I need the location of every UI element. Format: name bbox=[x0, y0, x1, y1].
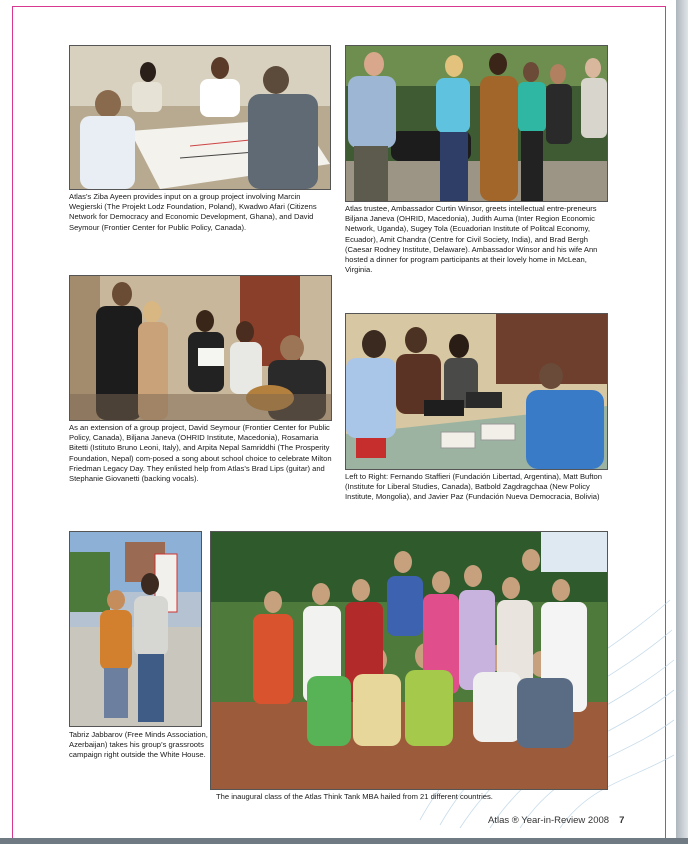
publication-title: Atlas ® Year-in-Review 2008 bbox=[488, 815, 610, 826]
caption-group-project: Atlas’s Ziba Ayeen provides input on a group project involving Marcin Wegierski (The Projekt Lodz Foundation, Poland), Kwadwo Afari (Citizens Network for Democracy and Economic Development, Ghana), and David Seymour (Frontier Center for Public Policy, Canada). bbox=[69, 192, 317, 232]
page-footer bbox=[488, 815, 624, 826]
photo-group-project-table bbox=[69, 45, 331, 190]
photo-inaugural-class bbox=[210, 531, 608, 790]
page-number: 7 bbox=[619, 815, 625, 826]
photo-panel-table bbox=[345, 313, 608, 470]
caption-ambassador-dinner: Atlas trustee, Ambassador Curtin Winsor, greets intellectual entre-preneurs Biljana Janeva (OHRID, Macedonia), Judith Auma (Inter Region Economic Network, Uganda), Sugey Tola (Ecuadorian Institute of Politcal Economy, Ecuador), Amit Chandra (Centre for Civil Society, India), and Brad Bergh (Caesar Rodney Institute, Delaware). Ambassador Winsor and his wife Ann hosted a dinner for program participants at their lovely home in McLean, Virginia. bbox=[345, 204, 598, 275]
caption-song: As an extension of a group project, David Seymour (Frontier Center for Public Policy, Canada), Biljana Janeva (OHRID Institute, Macedonia), Rosamaria Bitetti (Istituto Bruno Leoni, Italy), and Arpita Nepal Samriddhi (The Prosperity Foundation, Nepal) com-posed a song about school choice to celebrate Milton Friedman Legacy Day. They enlisted help from Atlas’s Brad Lips (guitar) and Stephanie Giovanetti (backing vocals). bbox=[69, 423, 332, 484]
photo-group-song bbox=[69, 275, 332, 421]
viewer-margin bbox=[676, 0, 688, 844]
photo-white-house-campaign bbox=[69, 531, 202, 727]
caption-inaugural-class: The inaugural class of the Atlas Think Tank MBA hailed from 21 different countries. bbox=[216, 792, 493, 801]
photo-ambassador-greeting bbox=[345, 45, 608, 202]
caption-left-to-right: Left to Right: Fernando Staffieri (Fundación Libertad, Argentina), Matt Bufton (Institute for Liberal Studies, Canada), Batbold Zagdragchaa (New Policy Institute, Mongolia), and Javier Paz (Fundación Nueva Democracia, Bolivia) bbox=[345, 472, 602, 502]
viewer-bottom-bar bbox=[0, 838, 688, 844]
caption-tabriz: Tabriz Jabbarov (Free Minds Association, Azerbaijan) takes his group’s grassroots campaign right outside the White House. bbox=[69, 730, 208, 760]
